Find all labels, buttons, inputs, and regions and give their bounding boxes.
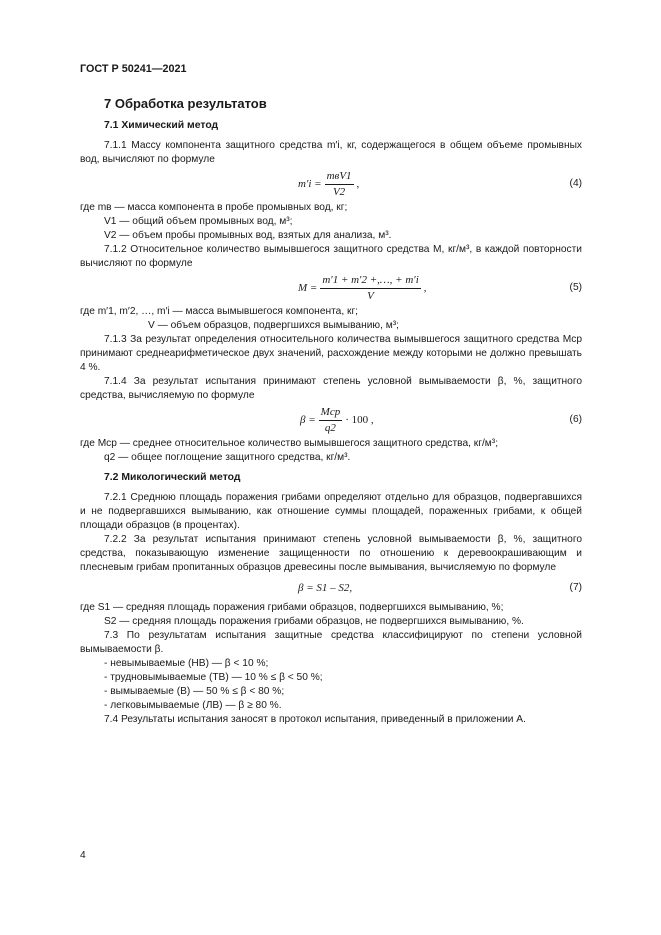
formula-4-denominator: V2 xyxy=(332,185,346,198)
class-item-v: - вымываемые (В) — 50 % ≤ β < 80 %; xyxy=(104,686,285,697)
paragraph-7-4: 7.4 Результаты испытания заносят в протокол испытания, приведенный в приложении А. xyxy=(104,714,526,725)
paragraph-7-2-1: 7.2.1 Среднюю площадь поражения грибами определяют отдельно для образцов, подвергавшихся и не подвергавшихся вымыванию, как отношение суммы площадей, пораженных грибами, к общей площади образцов (в процентах). xyxy=(80,492,582,531)
paragraph-7-1-2: 7.1.2 Относительное количество вымывшегося защитного средства M, кг/м³, в каждой повторности вычисляют по формуле xyxy=(80,244,582,269)
subsection-title-chemical: 7.1 Химический метод xyxy=(104,120,219,131)
definition-s2: S2 — средняя площадь поражения грибами образцов, не подвергшихся вымыванию, %. xyxy=(104,616,524,627)
formula-6-number: (6) xyxy=(569,414,582,425)
formula-5 xyxy=(80,271,582,305)
formula-5-number: (5) xyxy=(569,282,582,293)
formula-4-numerator: mвV1 xyxy=(325,170,354,185)
class-item-tv: - трудновымываемые (ТВ) — 10 % ≤ β < 50 %; xyxy=(104,672,323,683)
formula-7 xyxy=(80,575,582,601)
document-body xyxy=(80,96,582,727)
page-number: 4 xyxy=(80,850,86,861)
class-item-lv: - легковымываемые (ЛВ) — β ≥ 80 %. xyxy=(104,700,282,711)
paragraph-7-1-1: 7.1.1 Массу компонента защитного средства m′i, кг, содержащегося в общем объеме промывных вод, вычисляют по формуле xyxy=(80,140,582,165)
formula-4-fraction xyxy=(325,170,354,199)
definition-mv: где mв — масса компонента в пробе промывных вод, кг; xyxy=(80,202,348,213)
formula-5-fraction xyxy=(320,274,420,303)
definition-s1: где S1 — средняя площадь поражения грибами образцов, подвергшихся вымыванию, %; xyxy=(80,602,504,613)
formula-4-lhs: m′i = xyxy=(298,178,322,190)
document-header: ГОСТ Р 50241—2021 xyxy=(80,63,187,75)
paragraph-7-3: 7.3 По результатам испытания защитные средства классифицируют по степени условной вымываемости β. xyxy=(80,630,582,655)
paragraph-7-1-4: 7.1.4 За результат испытания принимают степень условной вымываемости β, %, защитного средства, вычисляемую по формуле xyxy=(80,376,582,401)
definition-mi: где m′1, m′2, …, m′i — масса вымывшегося компонента, кг; xyxy=(80,306,358,317)
formula-6-numerator: Mср xyxy=(319,406,343,421)
definition-q2: q2 — общее поглощение защитного средства, кг/м³. xyxy=(104,452,351,463)
formula-5-tail: , xyxy=(423,282,427,294)
formula-6-denominator: q2 xyxy=(324,421,336,434)
formula-6-tail: · 100 , xyxy=(345,414,374,426)
formula-4 xyxy=(80,167,582,201)
formula-4-number: (4) xyxy=(569,178,582,189)
formula-5-numerator: m′1 + m′2 +,…, + m′i xyxy=(320,274,420,289)
formula-7-expr: β = S1 – S2, xyxy=(298,582,353,594)
formula-5-lhs: M = xyxy=(298,282,318,294)
formula-6-lhs: β = xyxy=(300,414,316,426)
definition-mcp: где Mср — среднее относительное количество вымывшегося защитного средства, кг/м³; xyxy=(80,438,499,449)
formula-7-number: (7) xyxy=(569,582,582,593)
paragraph-7-1-3: 7.1.3 За результат определения относительного количества вымывшегося защитного средства Mср принимают среднеарифметическое двух значений, расхождение между которыми не должно превышать 4 %. xyxy=(80,334,582,373)
subsection-title-mycological: 7.2 Микологический метод xyxy=(104,472,241,483)
class-item-nv: - невымываемые (НВ) — β < 10 %; xyxy=(104,658,269,669)
definition-v2: V2 — объем пробы промывных вод, взятых для анализа, м³. xyxy=(104,230,392,241)
definition-v: V — объем образцов, подвергшихся вымыванию, м³; xyxy=(148,320,399,331)
formula-6 xyxy=(80,403,582,437)
paragraph-7-2-2: 7.2.2 За результат испытания принимают степень условной вымываемости β, %, защитного средства, показывающую изменение защищенности по отношению к деревоокрашивающим и плесневым грибам пропитанных образцов древесины после вымывания, вычисляемую по формуле xyxy=(80,534,582,573)
formula-6-fraction xyxy=(319,406,343,435)
formula-5-denominator: V xyxy=(367,289,374,302)
definition-v1: V1 — общий объем промывных вод, м³; xyxy=(104,216,293,227)
section-title: 7 Обработка результатов xyxy=(104,96,267,111)
formula-4-tail: , xyxy=(356,178,360,190)
